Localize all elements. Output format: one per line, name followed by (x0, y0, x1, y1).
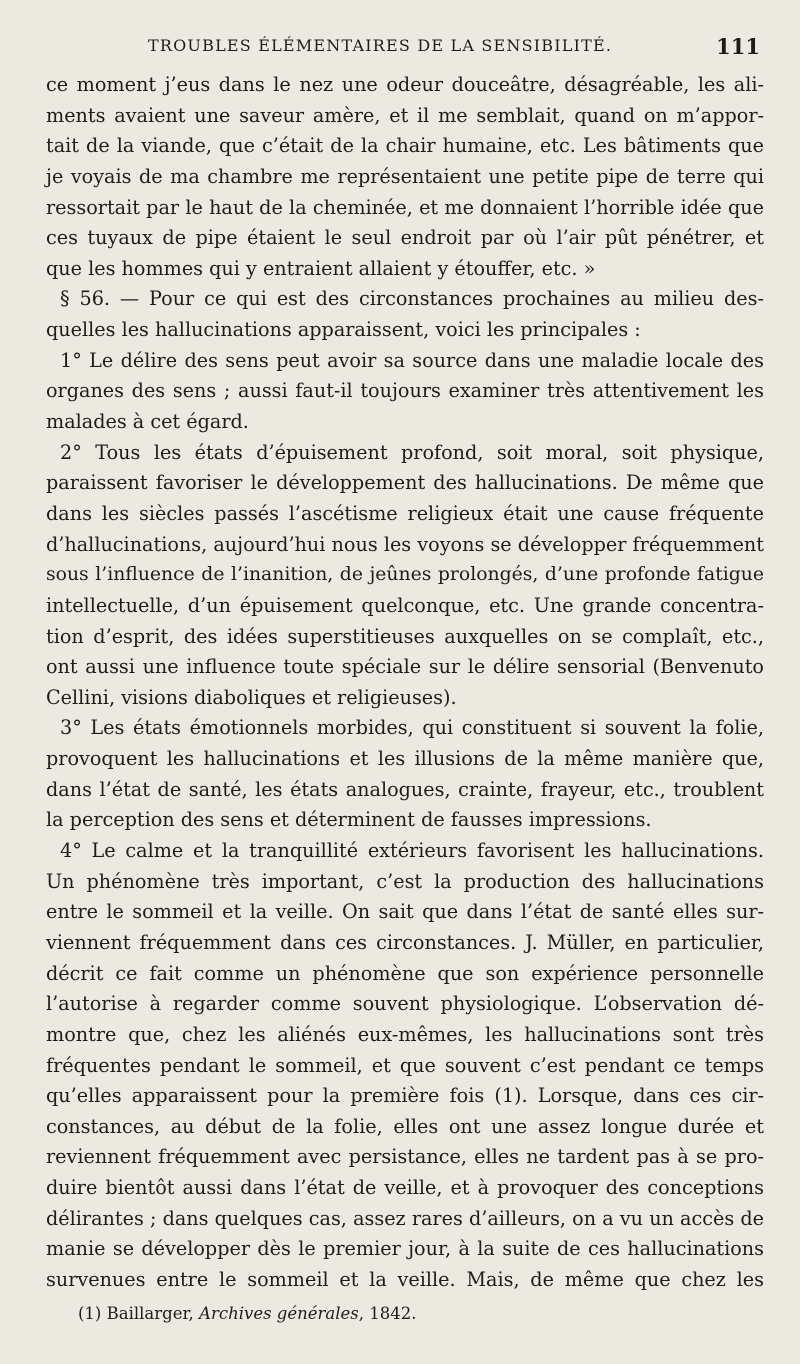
text-line: je voyais de ma chambre me représentaient une petite pipe de terre qui (46, 164, 764, 188)
text-line: tion d’esprit, des idées superstitieuses auxquelles on se complaît, etc., (46, 624, 764, 648)
text-line: ments avaient une saveur amère, et il me semblait, quand on m’appor- (46, 103, 764, 127)
footnote-author: (1) Baillarger, (78, 1304, 194, 1323)
running-head (48, 34, 770, 64)
text-line: que les hommes qui y entraient allaient y étouffer, etc. » (46, 256, 596, 280)
text-line: dans les siècles passés l’ascétisme religieux était une cause fréquente (46, 501, 764, 525)
text-line: 4° Le calme et la tranquillité extérieurs favorisent les hallucinations. (60, 839, 764, 863)
text-line: délirantes ; dans quelques cas, assez rares d’ailleurs, on a vu un accès de (46, 1206, 764, 1230)
text-line: la perception des sens et déterminent de fausses impressions. (46, 808, 652, 832)
text-line: duire bientôt aussi dans l’état de veille, et à provoquer des conceptions (46, 1176, 764, 1200)
text-line: qu’elles apparaissent pour la première fois (1). Lorsque, dans ces cir- (46, 1084, 764, 1108)
text-line: paraissent favoriser le développement des hallucinations. De même que (46, 471, 764, 495)
text-line: ont aussi une influence toute spéciale sur le délire sensorial (Benvenuto (46, 655, 764, 679)
text-line: décrit ce fait comme un phénomène que son expérience personnelle (46, 961, 764, 985)
text-line: viennent fréquemment dans ces circonstances. J. Müller, en particulier, (46, 930, 764, 954)
text-line: entre le sommeil et la veille. On sait que dans l’état de santé elles sur- (46, 900, 764, 924)
text-line: fréquentes pendant le sommeil, et que souvent c’est pendant ce temps (46, 1053, 764, 1077)
text-line: constances, au début de la folie, elles ont une assez longue durée et (46, 1114, 764, 1138)
text-line: reviennent fréquemment avec persistance, elles ne tardent pas à se pro- (46, 1145, 764, 1169)
text-line: malades à cet égard. (46, 410, 249, 434)
text-line: survenues entre le sommeil et la veille. Mais, de même que chez les (46, 1267, 764, 1291)
body-text (46, 70, 764, 1296)
footnote-year: , 1842. (358, 1304, 417, 1323)
text-line: § 56. — Pour ce qui est des circonstances prochaines au milieu des- (60, 287, 764, 311)
text-line: organes des sens ; aussi faut-il toujours examiner très attentivement les (46, 379, 764, 403)
page-number: 111 (716, 34, 760, 59)
text-line: d’hallucinations, aujourd’hui nous les voyons se développer fréquemment (46, 532, 764, 556)
text-line: tait de la viande, que c’était de la chair humaine, etc. Les bâtiments que (46, 134, 764, 158)
text-line: ressortait par le haut de la cheminée, et me donnaient l’horrible idée que (46, 195, 764, 219)
text-line: intellectuelle, d’un épuisement quelconque, etc. Une grande concentra- (46, 593, 764, 617)
text-line: ces tuyaux de pipe étaient le seul endroit par où l’air pût pénétrer, et (46, 226, 764, 250)
text-line: 3° Les états émotionnels morbides, qui constituent si souvent la folie, (60, 716, 764, 740)
text-line: montre que, chez les aliénés eux-mêmes, les hallucinations sont très (46, 1022, 764, 1046)
text-line: dans l’état de santé, les états analogues, crainte, frayeur, etc., troublent (46, 777, 764, 801)
text-line: Cellini, visions diaboliques et religieuses). (46, 685, 457, 709)
footnote (78, 1304, 416, 1323)
text-line: l’autorise à regarder comme souvent physiologique. L’observation dé- (46, 992, 764, 1016)
text-line: provoquent les hallucinations et les illusions de la même manière que, (46, 747, 764, 771)
text-line: ce moment j’eus dans le nez une odeur douceâtre, désagréable, les ali- (46, 73, 764, 96)
text-line: 2° Tous les états d’épuisement profond, soit moral, soit physique, (60, 440, 764, 464)
running-title: TROUBLES ÉLÉMENTAIRES DE LA SENSIBILITÉ. (148, 36, 613, 55)
text-line: manie se développer dès le premier jour, à la suite de ces hallucinations (46, 1237, 764, 1261)
footnote-rule (48, 1290, 168, 1291)
footnote-title: Archives générales (199, 1304, 359, 1323)
text-line: sous l’influence de l’inanition, de jeûnes prolongés, d’une profonde fatigue (46, 564, 764, 586)
text-line: quelles les hallucinations apparaissent, voici les principales : (46, 318, 641, 342)
text-line: Un phénomène très important, c’est la production des hallucinations (46, 869, 764, 893)
text-line: 1° Le délire des sens peut avoir sa source dans une maladie locale des (60, 348, 764, 372)
